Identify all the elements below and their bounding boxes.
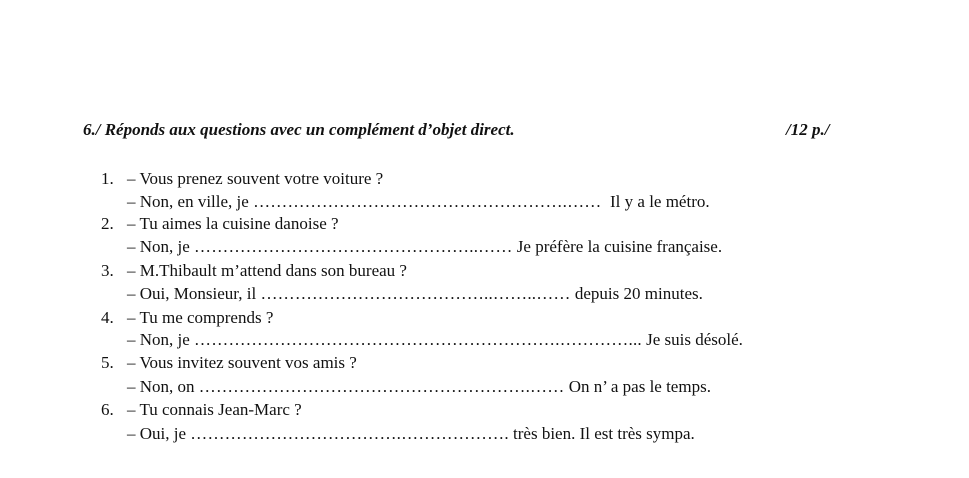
answer-blank[interactable]: …………………………………..……..…… — [260, 284, 571, 303]
answer-end: Je suis désolé. — [646, 330, 743, 349]
answer-line — [127, 330, 743, 350]
exercise-points: /12 p./ — [786, 120, 830, 139]
answer-end: Il y a le métro. — [610, 192, 710, 211]
exercise-heading — [83, 120, 843, 140]
answer-start: – Non, on — [127, 377, 195, 396]
question-text: – Tu connais Jean-Marc ? — [127, 400, 302, 419]
item-number: 4. — [101, 308, 114, 327]
answer-blank[interactable]: ……………………………….………………. — [190, 424, 509, 443]
answer-line — [127, 192, 710, 212]
answer-blank[interactable]: ………………………………………………….…… — [198, 377, 565, 396]
answer-end: On n’ a pas le temps. — [568, 377, 711, 396]
question-text: – Vous invitez souvent vos amis ? — [127, 353, 357, 372]
question-text: – Tu aimes la cuisine danoise ? — [127, 214, 339, 233]
item-number: 6. — [101, 400, 114, 419]
question-text: – Vous prenez souvent votre voiture ? — [127, 169, 384, 188]
item-number: 1. — [101, 169, 114, 188]
answer-start: – Non, je — [127, 330, 190, 349]
answer-start: – Oui, Monsieur, il — [127, 284, 257, 303]
answer-blank[interactable]: ……………………………………………….…… — [253, 192, 602, 211]
answer-end: depuis 20 minutes. — [574, 284, 703, 303]
answer-end: très bien. Il est très sympa. — [513, 424, 695, 443]
question-text: – Tu me comprends ? — [127, 308, 274, 327]
answer-blank[interactable]: ……………………………………………………….…………... — [194, 330, 642, 349]
exercise-title: 6./ Réponds aux questions avec un complément d’objet direct. — [83, 120, 515, 139]
answer-line — [127, 284, 703, 304]
answer-start: – Oui, je — [127, 424, 187, 443]
answer-line — [127, 424, 695, 444]
answer-line — [127, 377, 711, 397]
answer-start: – Non, en ville, je — [127, 192, 249, 211]
item-number: 2. — [101, 214, 114, 233]
question-text: – M.Thibault m’attend dans son bureau ? — [127, 261, 407, 280]
answer-end: Je préfère la cuisine française. — [516, 237, 723, 256]
answer-line — [127, 237, 722, 257]
item-number: 3. — [101, 261, 114, 280]
answer-start: – Non, je — [127, 237, 190, 256]
item-number: 5. — [101, 353, 114, 372]
answer-blank[interactable]: …………………………………………..…… — [194, 237, 513, 256]
